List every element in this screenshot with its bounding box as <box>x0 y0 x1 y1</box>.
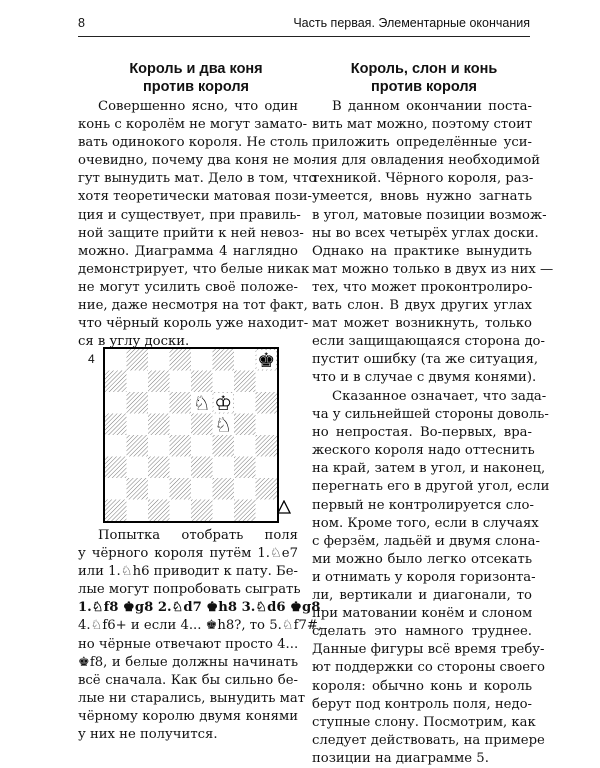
white-king-icon: ♔ <box>214 390 233 415</box>
light-square <box>170 371 192 393</box>
light-square <box>148 435 170 457</box>
text-line: ция и существует, при правиль- <box>78 207 301 223</box>
section-title: Часть первая. Элементарные окончания <box>293 16 530 30</box>
text-line: лия для овладения необходимой <box>312 153 541 169</box>
text-line: вить мат можно, поэтому стоит <box>312 117 533 133</box>
dark-square <box>191 457 213 479</box>
text-line: ном. Кроме того, если в случаях <box>312 515 539 531</box>
dark-square <box>127 392 149 414</box>
dark-square <box>170 392 192 414</box>
light-square <box>148 392 170 414</box>
light-square <box>170 500 192 522</box>
light-square <box>148 349 170 371</box>
text-line: умеется, вновь нужно загнать <box>312 189 532 205</box>
text-line: ние, даже несмотря на тот факт, <box>78 298 308 314</box>
light-square <box>234 435 256 457</box>
left-paragraph-2 <box>78 527 323 744</box>
light-square <box>170 414 192 436</box>
right-paragraph-1 <box>312 98 554 388</box>
dark-square <box>234 414 256 436</box>
text-line: или 1.♘h6 приводит к пату. Бе- <box>78 564 298 580</box>
dark-square <box>213 478 235 500</box>
text-line: не могут усилить своё положе- <box>78 279 298 295</box>
dark-square <box>105 414 127 436</box>
chess-board <box>105 349 277 521</box>
dark-square <box>170 349 192 371</box>
text-line: и отнимать у короля горизонта- <box>312 569 536 585</box>
text-line: с ферзём, ладьёй и двумя слона- <box>312 533 540 549</box>
text-line: ли, вертикали и диагонали, то <box>312 588 532 604</box>
dark-square <box>256 392 278 414</box>
text-line: ны во всех четырёх углах доски. <box>312 225 539 241</box>
left-paragraph-1 <box>78 98 317 351</box>
light-square <box>127 414 149 436</box>
text-line: хотя теоретически матовая пози- <box>78 189 313 205</box>
light-square <box>105 435 127 457</box>
text-line: сделать это намного труднее. <box>312 624 532 640</box>
text-line: лые могут попробовать сыграть <box>78 582 301 598</box>
text-line: Однако на практике вынудить <box>312 243 532 259</box>
dark-square <box>105 371 127 393</box>
text-line: у чёрного короля путём 1.♘e7 <box>78 546 298 562</box>
text-line: что чёрный король уже находит- <box>78 316 309 332</box>
dark-square <box>148 457 170 479</box>
dark-square <box>256 478 278 500</box>
text-line: что и в случае с двумя конями). <box>312 370 537 386</box>
light-square <box>127 500 149 522</box>
light-square <box>191 478 213 500</box>
dark-square <box>191 500 213 522</box>
text-line: 1.♘f8 ♚g8 2.♘d7 ♚h8 3.♘d6 ♚g8 <box>78 600 321 616</box>
text-line: 4.♘f6+ и если 4... ♚h8?, то 5.♘f7#, <box>78 618 323 634</box>
text-line: короля: обычно конь и король <box>312 678 532 694</box>
text-line: очевидно, почему два коня не мо- <box>78 153 316 169</box>
white-to-move-icon <box>277 500 291 514</box>
text-line: позиции на диаграмме 5. <box>312 750 489 766</box>
right-paragraph-2 <box>312 388 550 768</box>
light-square <box>148 478 170 500</box>
light-square <box>127 371 149 393</box>
light-square <box>213 371 235 393</box>
dark-square <box>105 500 127 522</box>
text-line: тех, что может проконтролиро- <box>312 279 533 295</box>
light-square <box>213 500 235 522</box>
dark-square <box>170 478 192 500</box>
text-line: вать слон. В двух других углах <box>312 298 532 314</box>
dark-square <box>127 478 149 500</box>
left-heading: Король и два коня против короля <box>129 61 263 95</box>
light-square <box>256 371 278 393</box>
text-line: вать одинокого короля. Не столь <box>78 135 309 151</box>
dark-square <box>105 457 127 479</box>
light-square <box>234 478 256 500</box>
text-line: в угол, матовые позиции возмож- <box>312 207 547 223</box>
white-knight-icon: ♘ <box>214 412 233 437</box>
dark-square <box>234 457 256 479</box>
text-line: перегнать его в другой угол, если <box>312 479 550 495</box>
light-square <box>234 349 256 371</box>
text-line: можно. Диаграмма 4 наглядно <box>78 243 298 259</box>
chess-diagram <box>103 347 279 523</box>
dark-square <box>127 435 149 457</box>
dark-square <box>170 435 192 457</box>
diagram-number: 4 <box>88 352 95 366</box>
dark-square <box>148 414 170 436</box>
text-line: если защищающаяся сторона до- <box>312 334 545 350</box>
light-square <box>256 500 278 522</box>
dark-square <box>234 500 256 522</box>
light-square <box>256 414 278 436</box>
text-line: чёрному королю двумя конями <box>78 708 298 724</box>
dark-square <box>256 435 278 457</box>
text-line: техникой. Чёрного короля, раз- <box>312 171 534 187</box>
text-line: лые ни старались, вынудить мат <box>78 690 306 706</box>
text-line: конь с королём не могут замато- <box>78 117 308 133</box>
text-line: на край, затем в угол, и наконец, <box>312 461 546 477</box>
text-line: но непростая. Во-первых, вра- <box>312 425 532 441</box>
light-square <box>256 457 278 479</box>
text-line: Совершенно ясно, что один <box>98 99 298 114</box>
text-line: мат можно только в двух из них — <box>312 261 554 277</box>
light-square <box>191 435 213 457</box>
text-line: ся в углу доски. <box>78 334 190 350</box>
text-line: ча у сильнейшей стороны доволь- <box>312 407 549 423</box>
text-line: Сказанное означает, что зада- <box>332 389 547 404</box>
light-square <box>191 349 213 371</box>
dark-square <box>213 349 235 371</box>
dark-square <box>148 371 170 393</box>
text-line: у них не получится. <box>78 727 218 743</box>
text-line: ми можно было легко отсекать <box>312 551 532 567</box>
text-line: но чёрные отвечают просто 4... <box>78 636 299 652</box>
text-line: следует действовать, на примере <box>312 732 545 748</box>
light-square <box>105 349 127 371</box>
text-line: ной защите прийти к ней невоз- <box>78 225 304 241</box>
dark-square <box>213 435 235 457</box>
text-line: всё сначала. Как бы сильно бе- <box>78 672 298 688</box>
light-square <box>234 392 256 414</box>
light-square <box>170 457 192 479</box>
text-line: жеского короля надо оттеснить <box>312 443 535 459</box>
dark-square <box>127 349 149 371</box>
text-line: первый не контролируется сло- <box>312 497 534 513</box>
text-line: ют поддержки со стороны своего <box>312 660 545 676</box>
page-number: 8 <box>78 16 85 30</box>
light-square <box>213 457 235 479</box>
text-line: при матовании конём и слоном <box>312 606 533 622</box>
dark-square <box>148 500 170 522</box>
text-line: берут под контроль поля, недо- <box>312 696 532 712</box>
text-line: приложить определённые уси- <box>312 135 532 151</box>
text-line: гут вынудить мат. Дело в том, что <box>78 171 317 187</box>
text-line: пустит ошибку (та же ситуация, <box>312 352 539 368</box>
dark-square <box>191 414 213 436</box>
text-line: Попытка отобрать поля <box>98 528 298 543</box>
text-line: ступные слону. Посмотрим, как <box>312 714 536 730</box>
black-king-icon: ♚ <box>257 349 276 372</box>
dark-square <box>191 371 213 393</box>
running-header <box>78 14 530 37</box>
text-line: демонстрирует, что белые никак <box>78 261 310 277</box>
text-line: В данном окончании поста- <box>332 99 532 114</box>
right-heading: Король, слон и конь против короля <box>350 61 498 95</box>
light-square <box>105 478 127 500</box>
dark-square <box>234 371 256 393</box>
white-knight-icon: ♘ <box>192 390 211 415</box>
text-line: Данные фигуры всё время требу- <box>312 642 545 658</box>
light-square <box>105 392 127 414</box>
text-line: мат может возникнуть, только <box>312 316 532 332</box>
light-square <box>127 457 149 479</box>
text-line: ♚f8, и белые должны начинать <box>78 654 298 670</box>
